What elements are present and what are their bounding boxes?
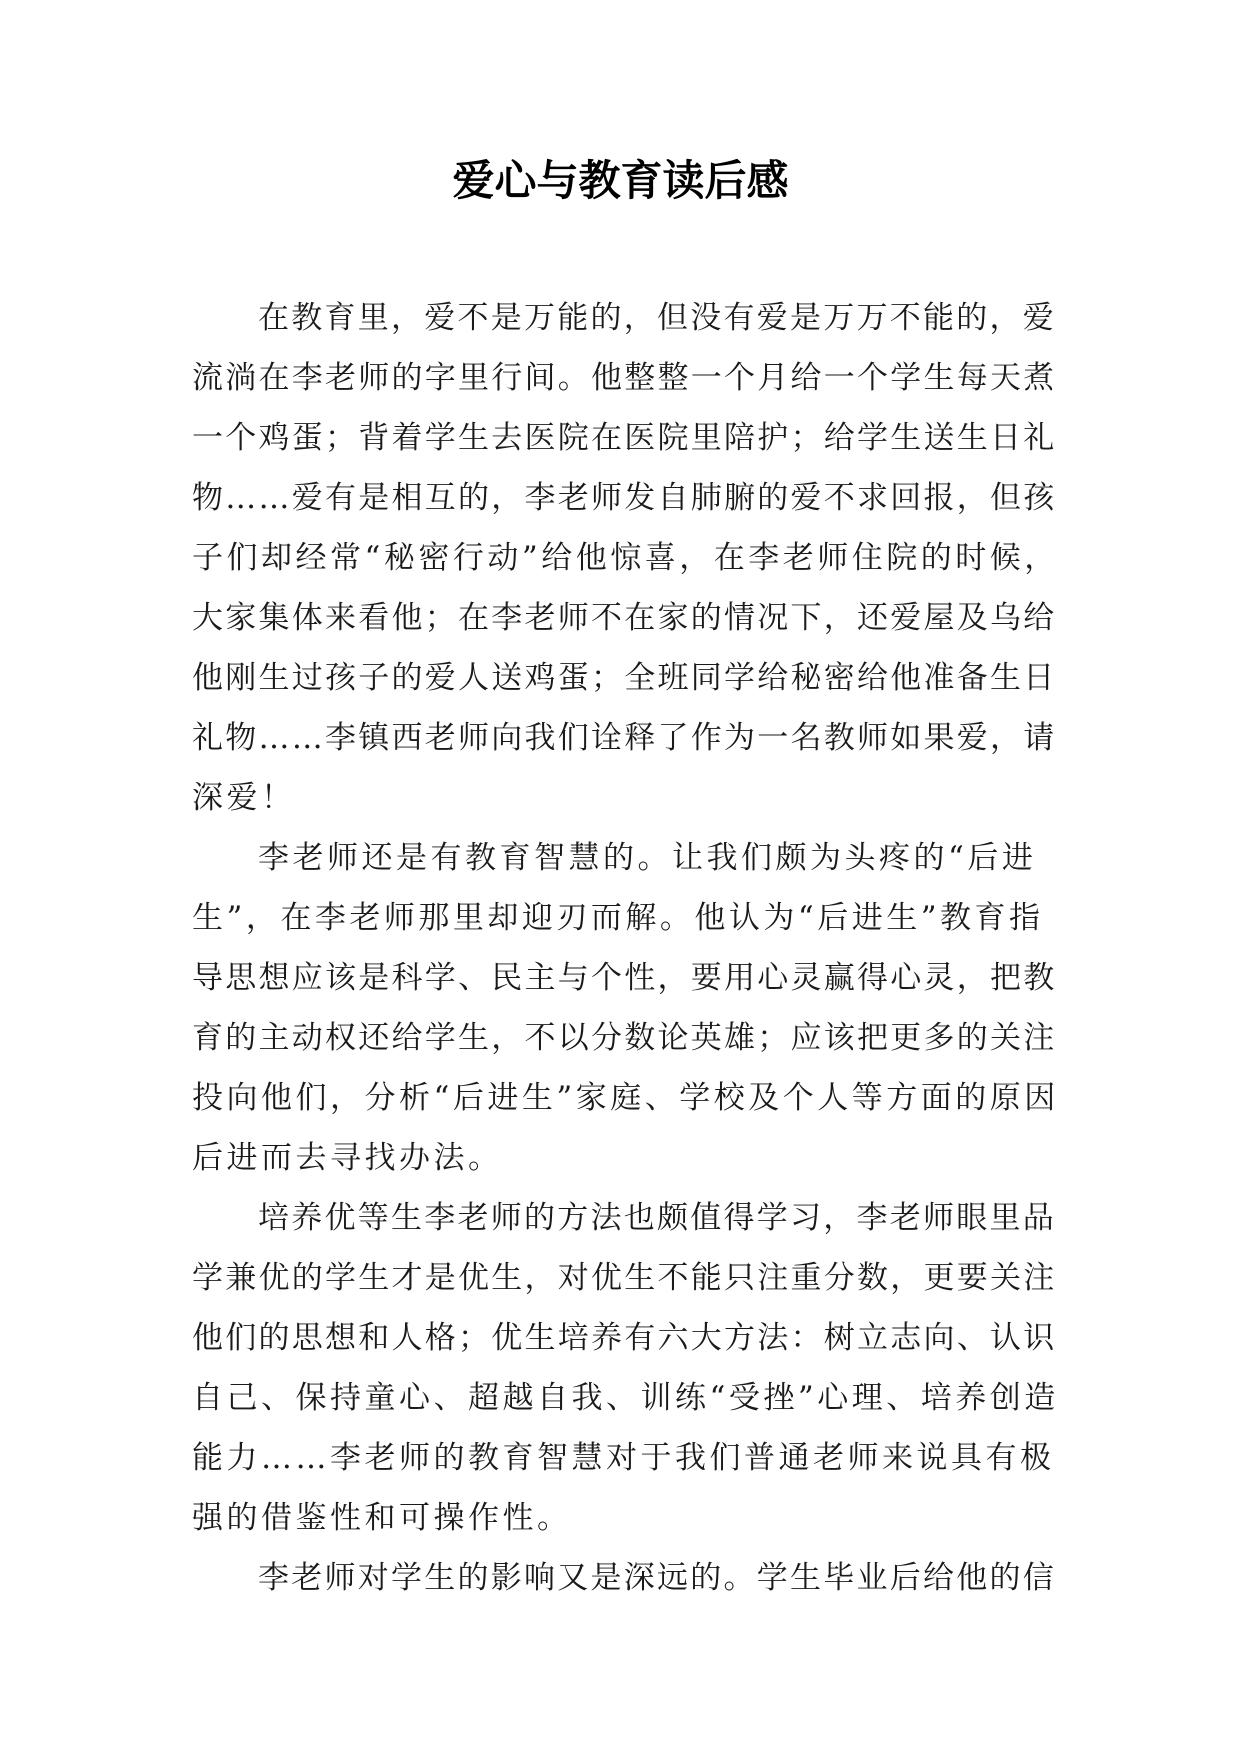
text-line: 生”，在李老师那里却迎刃而解。他认为“后进生”教育指 (192, 900, 1044, 936)
text-line: 能力……李老师的教育智慧对于我们普通老师来说具有极 (192, 1440, 1055, 1476)
text-line: 大家集体来看他；在李老师不在家的情况下，还爱屋及乌给 (192, 600, 1057, 636)
text-line: 投向他们，分析“后进生”家庭、学校及个人等方面的原因 (192, 1080, 1059, 1116)
text-line: 礼物……李镇西老师向我们诠释了作为一名教师如果爱，请 (192, 720, 1057, 756)
text-line: 在教育里，爱不是万能的，但没有爱是万万不能的，爱 (258, 300, 1056, 336)
text-line: 导思想应该是科学、民主与个性，要用心灵赢得心灵，把教 (192, 960, 1057, 996)
document-body (192, 288, 1060, 1608)
text-line: 强的借鉴性和可操作性。 (192, 1500, 572, 1536)
text-line: 一个鸡蛋；背着学生去医院在医院里陪护；给学生送生日礼 (192, 420, 1057, 456)
text-line: 培养优等生李老师的方法也颇值得学习，李老师眼里品 (258, 1200, 1056, 1236)
text-line: 李老师对学生的影响又是深远的。学生毕业后给他的信 (258, 1560, 1056, 1596)
text-line: 深爱！ (192, 780, 296, 816)
text-line: 后进而去寻找办法。 (192, 1140, 503, 1176)
text-line: 子们却经常“秘密行动”给他惊喜，在李老师住院的时候， (192, 540, 1059, 576)
text-line: 物……爱有是相互的，李老师发自肺腑的爱不求回报，但孩 (192, 480, 1057, 516)
text-line: 他刚生过孩子的爱人送鸡蛋；全班同学给秘密给他准备生日 (192, 660, 1057, 696)
text-line: 学兼优的学生才是优生，对优生不能只注重分数，更要关注 (192, 1260, 1057, 1296)
text-line: 自己、保持童心、超越自我、训练“受挫”心理、培养创造 (192, 1380, 1059, 1416)
text-line: 他们的思想和人格；优生培养有六大方法：树立志向、认识 (192, 1320, 1057, 1356)
document-title: 爱心与教育读后感 (452, 156, 789, 205)
text-line: 流淌在李老师的字里行间。他整整一个月给一个学生每天煮 (192, 360, 1057, 396)
text-line: 李老师还是有教育智慧的。让我们颇为头疼的“后进 (258, 840, 1037, 876)
text-line: 育的主动权还给学生，不以分数论英雄；应该把更多的关注 (192, 1020, 1057, 1056)
